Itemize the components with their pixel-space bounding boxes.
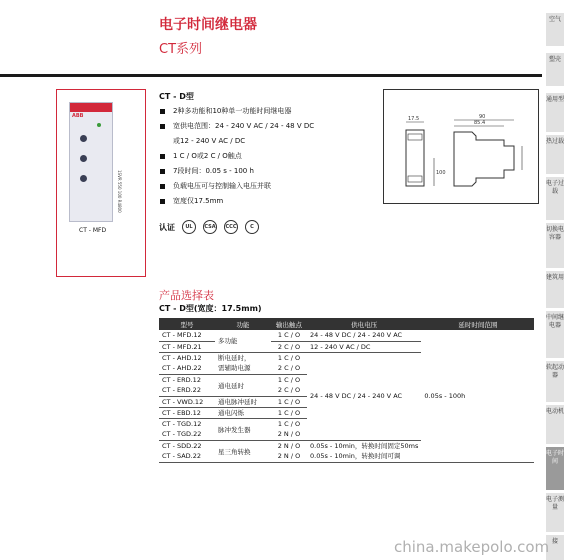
func-cell (215, 352, 271, 374)
side-tab[interactable]: 电子测量 (546, 492, 564, 532)
type-line: CT - TGD.22 (162, 430, 202, 438)
column-header: 功能 (215, 318, 271, 330)
c-cert-icon: C (245, 220, 259, 234)
dim-label-depth: 90 (479, 114, 486, 120)
output-cell: 1 C / O (271, 396, 307, 407)
ul-cert-icon: UL (182, 220, 196, 234)
type-cell: CT - EBD.12 (159, 407, 215, 418)
func-cell: 脉冲发生器 (215, 418, 271, 440)
type-cell (159, 440, 215, 462)
time-line: 0.05s - 10min，转换时间固定50ms (310, 442, 419, 450)
type-cell (159, 374, 215, 396)
output-line: 2 N / O (277, 452, 301, 460)
side-tab[interactable]: 建筑用 (546, 270, 564, 308)
func-cell: 星三角转换 (215, 440, 271, 462)
status-led-icon (97, 123, 101, 127)
feature-item: 7段时间：0.05 s - 100 h (159, 164, 314, 179)
device-side-label: 1SVR 550 100 R4800 (117, 170, 122, 213)
output-cell (271, 374, 307, 396)
side-tab-bar (546, 0, 564, 560)
feature-list (159, 104, 314, 209)
feature-item: 宽度仅17.5mm (159, 194, 314, 209)
feature-item: 2种多功能和10种单一功能时间继电器 (159, 104, 314, 119)
type-line: CT - SAD.22 (162, 452, 202, 460)
product-caption: CT - MFD (79, 227, 107, 234)
side-tab[interactable]: 电子过载 (546, 176, 564, 220)
output-cell (271, 418, 307, 440)
type-cell: CT - MFD.21 (159, 341, 215, 352)
table-header-row (159, 318, 534, 330)
supply-cell: 24 - 48 V DC / 24 - 240 V AC (307, 352, 421, 440)
side-tab[interactable]: 通用型 (546, 92, 564, 132)
output-line: 1 C / O (277, 420, 301, 428)
output-line: 2 C / O (277, 364, 301, 372)
time-cell: 0.05s - 100h (421, 330, 534, 462)
func-line: 需辅助电源 (218, 364, 251, 372)
type-line: CT - AHD.22 (162, 364, 202, 372)
time-cell (307, 440, 421, 462)
brand-logo: ABB (72, 113, 84, 119)
side-tab[interactable]: 热过载 (546, 134, 564, 174)
output-line: 2 N / O (277, 430, 301, 438)
certifications (159, 220, 259, 234)
func-line: 断电延时， (218, 354, 251, 362)
type-line: CT - ERD.12 (162, 376, 201, 384)
type-line: CT - ERD.22 (162, 386, 201, 394)
dial-icon (80, 175, 87, 182)
dimension-drawing (383, 89, 539, 204)
dial-icon (80, 135, 87, 142)
dim-label-inner: 85.4 (474, 120, 486, 126)
output-line: 2 C / O (277, 386, 301, 394)
feature-item: 负载电压可与控制输入电压并联 (159, 179, 314, 194)
output-cell: 2 C / O (271, 341, 307, 352)
type-line: CT - SDD.22 (162, 442, 202, 450)
side-tab[interactable]: 空气 (546, 12, 564, 46)
csa-cert-icon: CSA (203, 220, 217, 234)
page-subtitle: CT系列 (159, 42, 203, 57)
output-cell: 1 C / O (271, 330, 307, 341)
column-header: 延时时间范围 (421, 318, 534, 330)
table-row (159, 330, 534, 341)
column-header: 型号 (159, 318, 215, 330)
feature-item: 1 C / O或2 C / O触点 (159, 149, 314, 164)
type-line: CT - TGD.12 (162, 420, 202, 428)
output-line: 1 C / O (277, 354, 301, 362)
output-cell: 1 C / O (271, 407, 307, 418)
type-cell (159, 418, 215, 440)
side-tab[interactable]: 塑壳 (546, 52, 564, 86)
supply-cell: 12 - 240 V AC / DC (307, 341, 421, 352)
type-cell (159, 352, 215, 374)
type-cell: CT - MFD.12 (159, 330, 215, 341)
side-tab[interactable]: 切换电容器 (546, 222, 564, 268)
header-rule (0, 74, 542, 77)
dimension-diagram (384, 90, 538, 203)
column-header: 供电电压 (307, 318, 421, 330)
output-cell (271, 440, 307, 462)
output-cell (271, 352, 307, 374)
output-line: 2 N / O (277, 442, 301, 450)
page-title: 电子时间继电器 (159, 17, 257, 33)
time-line: 0.05s - 10min，转换时间可调 (310, 452, 401, 460)
dial-icon (80, 155, 87, 162)
column-header: 输出触点 (271, 318, 307, 330)
side-tab[interactable]: 电动机 (546, 404, 564, 444)
dim-label-width: 17.5 (408, 116, 420, 122)
watermark: china.makepolo.com (394, 538, 550, 556)
side-tab[interactable]: 接 (546, 534, 564, 560)
type-line: CT - AHD.12 (162, 354, 202, 362)
side-tab[interactable]: 软起动器 (546, 360, 564, 402)
func-cell: 多功能 (215, 330, 271, 352)
section-title: 产品选择表 (159, 289, 214, 302)
side-tab-active[interactable]: 电子时间 (546, 446, 564, 490)
ccc-cert-icon: CCC (224, 220, 238, 234)
feature-item: 宽供电范围：24 - 240 V AC / 24 - 48 V DC (159, 119, 314, 134)
section-subtitle: CT - D型(宽度：17.5mm) (159, 304, 262, 313)
supply-cell: 24 - 48 V DC / 24 - 240 V AC (307, 330, 421, 341)
type-cell: CT - VWD.12 (159, 396, 215, 407)
spec-title: CT - D型 (159, 92, 194, 101)
product-photo (56, 89, 146, 277)
side-tab[interactable]: 中间继电器 (546, 310, 564, 358)
output-line: 1 C / O (277, 376, 301, 384)
func-cell: 通电闪烁 (215, 407, 271, 418)
relay-device-image (69, 102, 113, 222)
feature-item: 或12 - 240 V AC / DC (173, 137, 246, 145)
func-cell: 通电延时 (215, 374, 271, 396)
dim-label-height: 100 (436, 170, 446, 176)
cert-label: 认证 (159, 222, 175, 232)
product-selection-table (159, 318, 534, 463)
func-cell: 通电脉冲延时 (215, 396, 271, 407)
device-top-band (70, 103, 112, 112)
